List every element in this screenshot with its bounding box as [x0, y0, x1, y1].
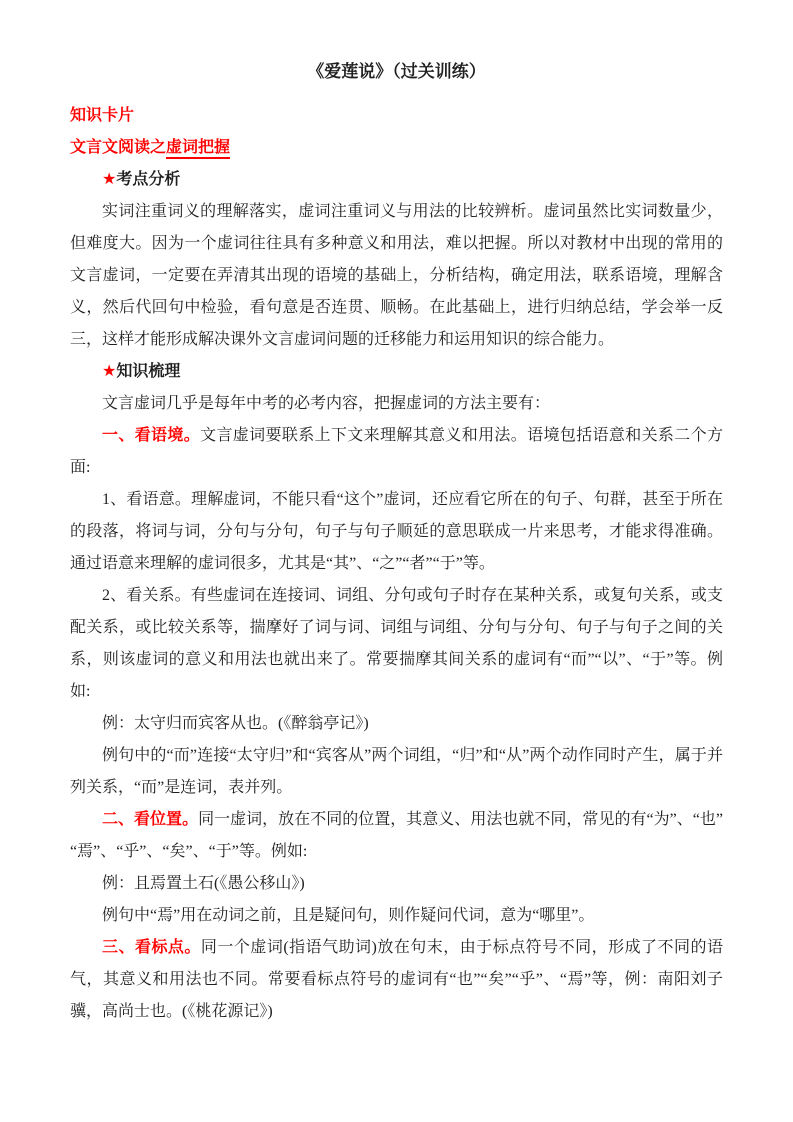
paragraph-method1-sub1: 1、看语意。理解虚词，不能只看“这个”虚词，还应看它所在的句子、句群，甚至于所在的段落，将词与词，分句与分句，句子与句子顺延的意思联成一片来思考，才能求得准确。通过语意来理解的虚词很多，尤其是“其”、“之”“者”“于”等。	[70, 491, 723, 572]
subsection-label-knowledge-review: 知识梳理	[116, 363, 181, 380]
paragraph-method1-sub2: 2、看关系。有些虚词在连接词、词组、分句或句子时存在某种关系，或复句关系，或支配关系，或比较关系等，揣摩好了词与词、词组与词组、分句与分句、句子与句子之间的关系，则该虚词的意义和用法也就出来了。常要揣摩其间关系的虚词有“而”“以”、“于”等。例如:	[70, 587, 723, 700]
paragraph-intro: 实词注重词义的理解落实，虚词注重词义与用法的比较辨析。虚词虽然比实词数量少，但难度大。因为一个虚词往往具有多种意义和用法，难以把握。所以对教材中出现的常用的文言虚词，一定要在弄清其出现的语境的基础上，分析结构，确定用法，联系语境，理解含义，然后代回句中检验，看句意是否连贯、顺畅。在此基础上，进行归纳总结，学会举一反三，这样才能形成解决课外文言虚词问题的迁移能力和运用知识的综合能力。	[70, 203, 723, 348]
paragraph-method3	[70, 932, 723, 1028]
subsection-knowledge-review	[70, 356, 723, 388]
example-line-zuiwengtingji: 例：太守归而宾客从也。(《醉翁亭记》)	[102, 715, 369, 732]
paragraph-method2	[70, 804, 723, 868]
method1-text: 文言虚词要联系上下文来理解其意义和用法。语境包括语意和关系二个方面:	[70, 427, 723, 476]
paragraph-method1	[70, 420, 723, 484]
star-icon: ★	[102, 171, 117, 188]
subsection-exam-analysis	[70, 164, 723, 196]
method3-text: 同一个虚词(指语气助词)放在句末，由于标点符号不同，形成了不同的语气，其意义和用法也不同。常要看标点符号的虚词有“也”“矣”“乎”、“焉”等，例：南阳刘子骥，高尚士也。(《桃花源记》)	[70, 939, 723, 1020]
document-title: 《爱莲说》（过关训练）	[307, 62, 486, 81]
example-note-zuiwengtingji: 例句中的“而”连接“太守归”和“宾客从”两个词组，“归”和“从”两个动作同时产生，属于并列关系，“而”是连词，表并列。	[70, 747, 723, 796]
heading-knowledge-card: 知识卡片	[70, 107, 135, 124]
heading-topic-prefix: 文言文阅读之	[70, 139, 167, 156]
method1-label: 一、看语境。	[102, 427, 201, 444]
method2-text: 同一虚词，放在不同的位置，其意义、用法也就不同，常见的有“为”、“也”“焉”、“乎”、“矣”、“于”等。例如:	[70, 811, 723, 860]
method2-label: 二、看位置。	[102, 811, 199, 828]
example-note-yugongyishan: 例句中“焉”用在动词之前，且是疑问句，则作疑问代词，意为“哪里”。	[102, 907, 595, 924]
method3-label: 三、看标点。	[102, 939, 201, 956]
example-line-yugongyishan: 例：且焉置土石(《愚公移山》)	[102, 875, 305, 892]
heading-topic-underlined: 虚词把握	[166, 139, 230, 159]
subsection-label-exam-analysis: 考点分析	[116, 171, 181, 188]
star-icon: ★	[102, 363, 117, 380]
heading-topic	[70, 132, 723, 164]
paragraph-methods-lead: 文言虚词几乎是每年中考的必考内容，把握虚词的方法主要有：	[102, 395, 551, 412]
